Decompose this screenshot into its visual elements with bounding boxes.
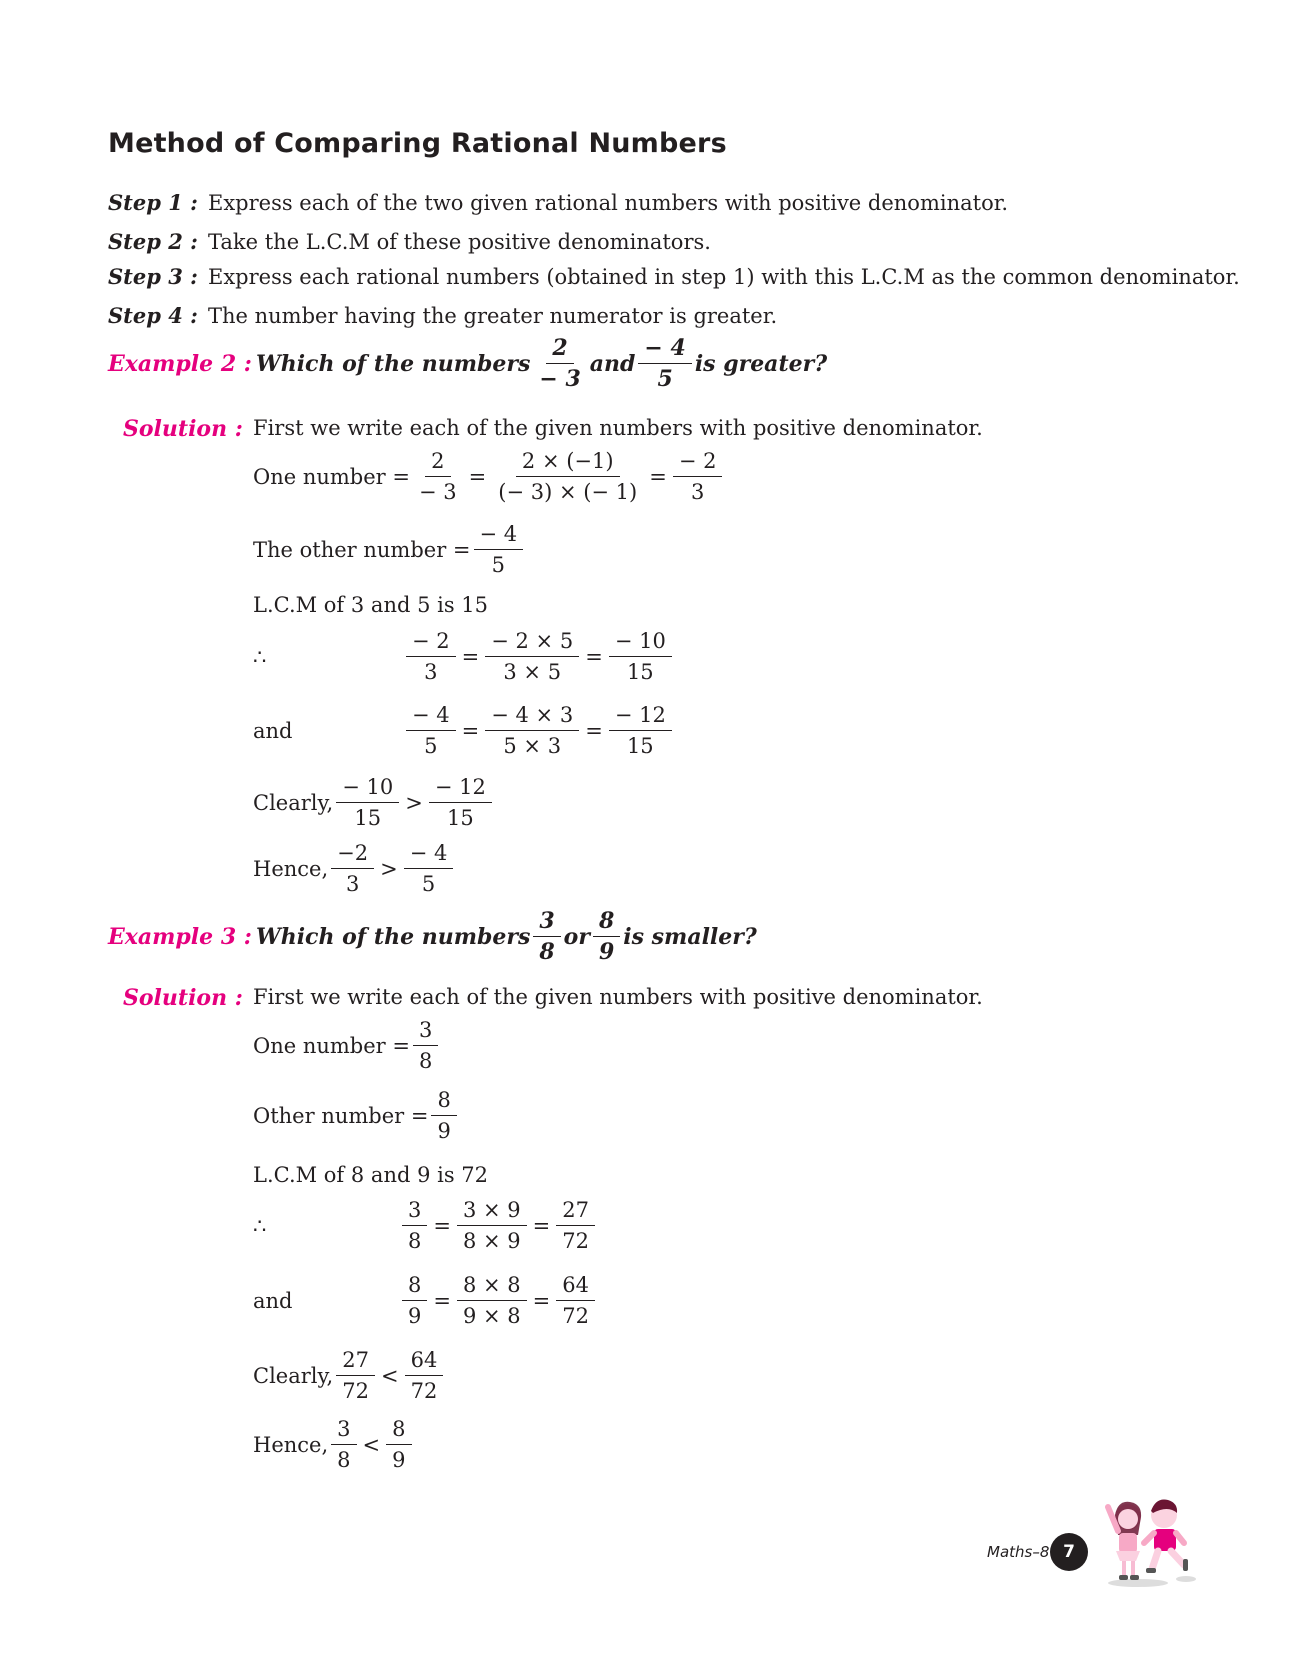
one-number-line: One number = $\frac{3}{8}$: [253, 1015, 441, 1076]
clearly-line: Clearly, $\frac{- 10}{15}$ > $\frac{- 12}{15}$: [253, 772, 495, 833]
fraction: $\frac{2}{- 3}$: [539, 335, 581, 392]
solution-label: Solution :: [123, 416, 243, 442]
step-1: [108, 190, 1008, 215]
question-text: [256, 333, 827, 394]
kids-illustration-icon: [1098, 1495, 1198, 1590]
question-prefix: Which of the numbers: [256, 350, 531, 377]
step-text: Express each of the two given rational numbers with positive denominator.: [208, 191, 1009, 215]
question-text: [256, 906, 757, 967]
clearly-line: Clearly, $\frac{27}{72}$ < $\frac{64}{72}$: [253, 1345, 446, 1406]
example-label: Example 3 :: [108, 923, 252, 950]
lcm-line: L.C.M of 8 and 9 is 72: [253, 1163, 489, 1187]
step-text: Express each rational numbers (obtained in step 1) with this L.C.M as the common denominator.: [208, 265, 1240, 289]
question-conjunction: and: [589, 350, 636, 377]
therefore-line: ∴ $\frac{3}{8}$ = $\frac{3 \times 9}{8 \times 9}$ = $\frac{27}{72}$: [253, 1195, 598, 1256]
and-line: and $\frac{- 4}{5}$ = $\frac{- 4 \times 3}{5 \times 3}$ = $\frac{- 12}{15}$: [253, 700, 675, 761]
step-label: Step 1 :: [108, 190, 198, 215]
solution-label: Solution :: [123, 985, 243, 1011]
question-suffix: is smaller?: [623, 923, 757, 950]
step-text: Take the L.C.M of these positive denominators.: [208, 230, 711, 254]
page-number-badge: 7: [1050, 1533, 1088, 1571]
step-4: [108, 303, 777, 328]
fraction: $\frac{3}{8}$: [533, 906, 560, 967]
step-2: [108, 229, 711, 254]
step-label: Step 2 :: [108, 229, 198, 254]
solution-intro: First we write each of the given numbers with positive denominator.: [253, 985, 983, 1009]
hence-line: Hence, $\frac{3}{8}$ < $\frac{8}{9}$: [253, 1414, 415, 1475]
lcm-line: L.C.M of 3 and 5 is 15: [253, 593, 489, 617]
step-label: Step 4 :: [108, 303, 198, 328]
question-conjunction: or: [563, 923, 590, 950]
therefore-line: ∴ $\frac{- 2}{3}$ = $\frac{- 2 \times 5}{3 \times 5}$ = $\frac{- 10}{15}$: [253, 626, 675, 687]
other-number-line: Other number = $\frac{8}{9}$: [253, 1085, 460, 1146]
step-text: The number having the greater numerator is greater.: [208, 304, 778, 328]
example-label: Example 2 :: [108, 350, 252, 377]
fraction: $\frac{- 4}{5}$: [638, 333, 691, 394]
question-suffix: is greater?: [694, 350, 828, 377]
fraction: $\frac{8}{9}$: [593, 906, 620, 967]
page-title: Method of Comparing Rational Numbers: [108, 128, 727, 159]
step-3: [108, 264, 1240, 289]
hence-line: Hence, $\frac{-2}{3}$ > $\frac{- 4}{5}$: [253, 838, 456, 899]
example-2-question: [108, 333, 827, 394]
and-line: and $\frac{8}{9}$ = $\frac{8 \times 8}{9 \times 8}$ = $\frac{64}{72}$: [253, 1270, 598, 1331]
question-prefix: Which of the numbers: [256, 923, 531, 950]
solution-intro: First we write each of the given numbers with positive denominator.: [253, 416, 983, 440]
example-3-question: [108, 906, 757, 967]
other-number-line: The other number = $\frac{- 4}{5}$: [253, 519, 526, 580]
step-label: Step 3 :: [108, 264, 198, 289]
book-title: Maths–8: [987, 1543, 1050, 1561]
one-number-line: One number = $\frac{2}{- 3}$ = $\frac{2 \times (-1)}{(- 3) \times (- 1)}$ = $\frac{- 2}{3}$: [253, 446, 725, 507]
